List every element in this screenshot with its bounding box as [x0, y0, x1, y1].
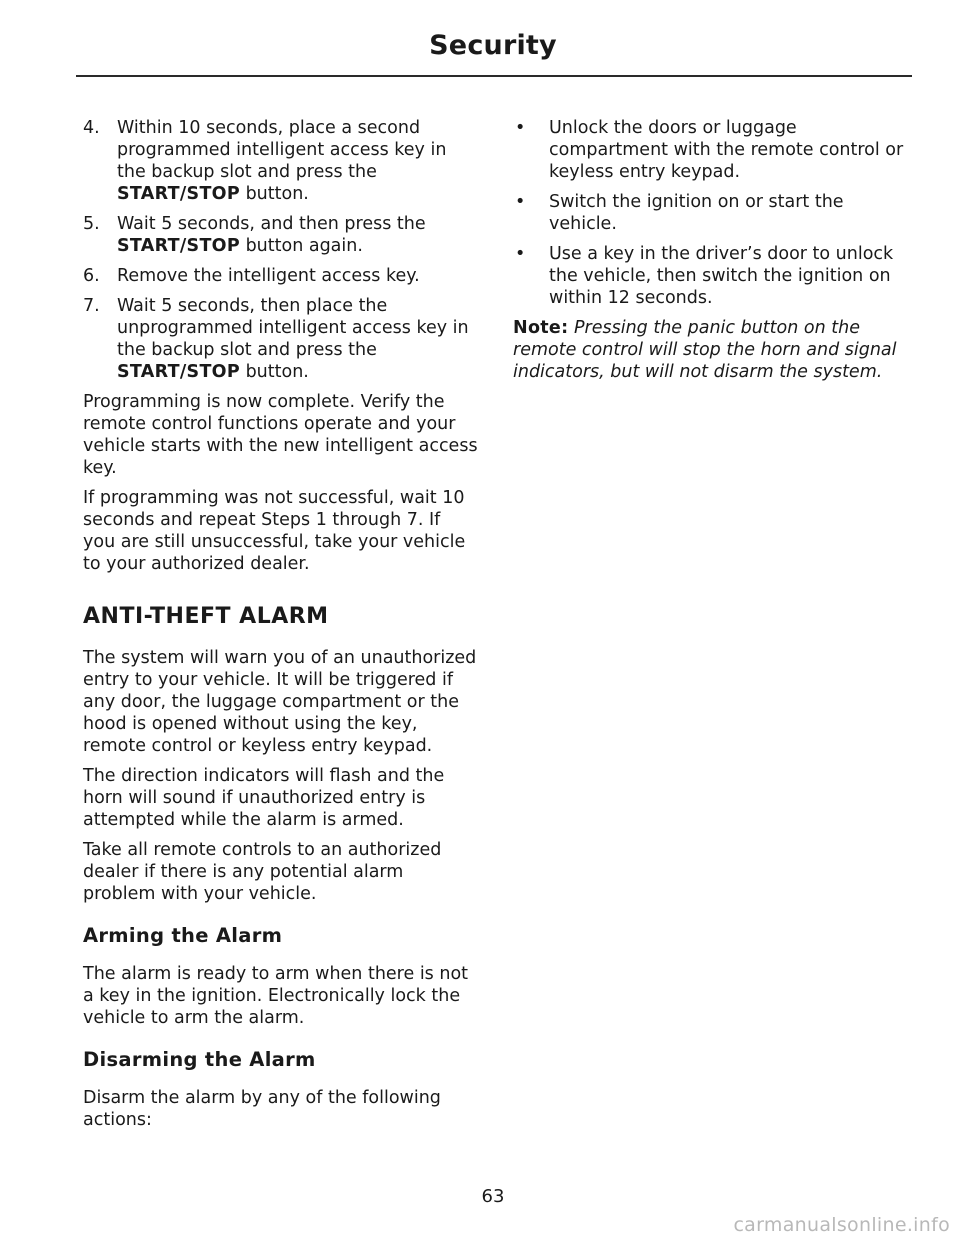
step-button-label: START/STOP: [117, 236, 240, 256]
header-divider: [76, 75, 912, 77]
bullet-icon: •: [515, 192, 526, 212]
step-button-label: START/STOP: [117, 362, 240, 382]
programming-complete-text: Programming is now complete. Verify the remote control functions operate and your vehicle starts with the new intelligent access key.: [83, 392, 478, 478]
list-item: [513, 191, 913, 235]
step-number: 7.: [83, 296, 100, 316]
left-column: [83, 117, 478, 1139]
list-item-text: Switch the ignition on or start the vehicle.: [549, 192, 844, 234]
step-item: [83, 265, 478, 287]
bullet-icon: •: [515, 244, 526, 264]
step-number: 4.: [83, 118, 100, 138]
note: [513, 317, 913, 383]
arming-text: The alarm is ready to arm when there is not a key in the ignition. Electronically lock the vehicle to arm the alarm.: [83, 964, 469, 1028]
bullet-icon: •: [515, 118, 526, 138]
section-paragraph: The system will warn you of an unauthorized entry to your vehicle. It will be triggered if any door, the luggage compartment or the hood is opened without using the key, remote control or keyless entry keypad.: [83, 648, 477, 756]
programming-unsuccessful-text: If programming was not successful, wait 10 seconds and repeat Steps 1 through 7. If you are still unsuccessful, take your vehicle to your authorized dealer.: [83, 488, 466, 574]
subheading-disarming: Disarming the Alarm: [83, 1048, 316, 1071]
note-text: Pressing the panic button on the remote control will stop the horn and signal indicators, but will not disarm the system.: [513, 318, 897, 382]
step-item: [83, 295, 478, 383]
step-text: Within 10 seconds, place a second programmed intelligent access key in the backup slot and press the: [117, 118, 447, 182]
step-text-end: button again.: [240, 236, 363, 256]
list-item: [513, 117, 913, 183]
section-heading-anti-theft-alarm: ANTI-THEFT ALARM: [83, 604, 329, 629]
section-paragraph: The direction indicators will flash and the horn will sound if unauthorized entry is attempted while the alarm is armed.: [83, 766, 445, 830]
step-text: Wait 5 seconds, and then press the: [117, 214, 426, 234]
page-title: Security: [429, 30, 557, 61]
step-number: 5.: [83, 214, 100, 234]
list-item-text: Unlock the doors or luggage compartment with the remote control or keyless entry keypad.: [549, 118, 904, 182]
list-item-text: Use a key in the driver’s door to unlock the vehicle, then switch the ignition on within 12 seconds.: [549, 244, 894, 308]
note-label: Note:: [513, 318, 569, 338]
step-text-end: button.: [240, 362, 309, 382]
step-text-end: button.: [240, 184, 309, 204]
list-item: [513, 243, 913, 309]
step-item: [83, 117, 478, 205]
step-number: 6.: [83, 266, 100, 286]
watermark: carmanualsonline.info: [733, 1214, 950, 1236]
step-item: [83, 213, 478, 257]
disarming-text: Disarm the alarm by any of the following actions:: [83, 1088, 441, 1130]
right-column: [513, 117, 913, 391]
step-text: Wait 5 seconds, then place the unprogrammed intelligent access key in the backup slot and press the: [117, 296, 469, 360]
step-button-label: START/STOP: [117, 184, 240, 204]
page-number: 63: [481, 1186, 505, 1207]
step-text: Remove the intelligent access key.: [117, 266, 420, 286]
subheading-arming: Arming the Alarm: [83, 924, 283, 947]
section-paragraph: Take all remote controls to an authorized dealer if there is any potential alarm problem with your vehicle.: [83, 840, 442, 904]
